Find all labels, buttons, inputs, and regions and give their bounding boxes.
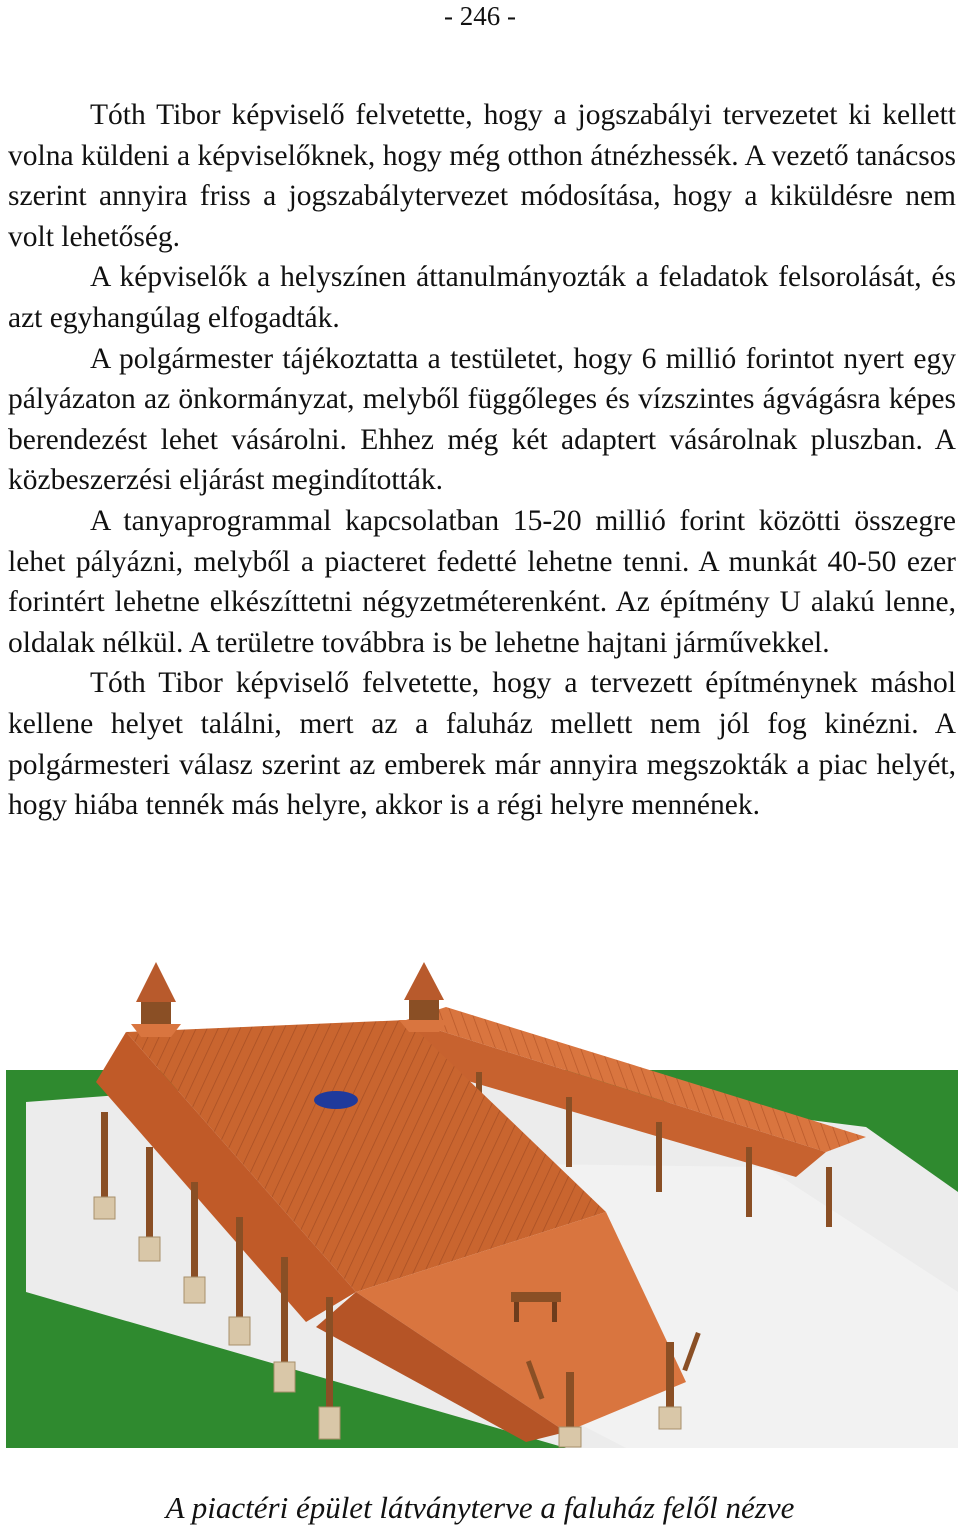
paragraph: Tóth Tibor képviselő felvetette, hogy a jogszabályi tervezetet ki kellett volna küldeni a képviselőknek, hogy még otthon átnézhessék. A vezető tanácsos szerint annyira friss a jogszabálytervezet módosítása, hogy a kiküldésre nem volt lehetőség. (8, 99, 956, 253)
bench (511, 1292, 561, 1302)
figure-caption: A piactéri épület látványterve a faluház felől nézve (165, 1490, 795, 1525)
paragraph: Tóth Tibor képviselő felvetette, hogy a tervezett építménynek máshol kellene helyet találni, mert az a faluház mellett nem jól fog kinézni. A polgármesteri válasz szerint az emberek már annyira megszokták a piac helyét, hogy hiába tennék más helyre, akkor is a régi helyre mennének. (8, 667, 956, 822)
roof-cupola-left (131, 962, 181, 1037)
paragraph: A képviselők a helyszínen áttanulmányozták a feladatok felsorolását, és azt egyhangúlag elfogadták. (8, 261, 956, 334)
paragraph: A polgármester tájékoztatta a testületet, hogy 6 millió forintot nyert egy pályázaton az önkormányzat, melyből függőleges és vízszintes ágvágásra képes berendezést lehet vásárolni. Ehhez még két adaptert vásárolnak pluszban. A közbeszerzési eljárást megindították. (8, 342, 956, 497)
market-building-illustration (6, 962, 958, 1448)
body-text (8, 95, 956, 826)
page-number: - 246 - (444, 1, 516, 31)
paragraph: A tanyaprogrammal kapcsolatban 15-20 millió forint közötti összegre lehet pályázni, melyből a piacteret fedetté lehetne tenni. A munkát 40-50 ezer forintért lehetne elkészíttetni négyzetméterenként. Az építmény U alakú lenne, oldalak nélkül. A területre továbbra is be lehetne hajtani járművekkel. (8, 504, 956, 659)
roof-cupola-center (399, 962, 449, 1032)
car (314, 1091, 358, 1109)
market-building-rendering (6, 962, 958, 1448)
